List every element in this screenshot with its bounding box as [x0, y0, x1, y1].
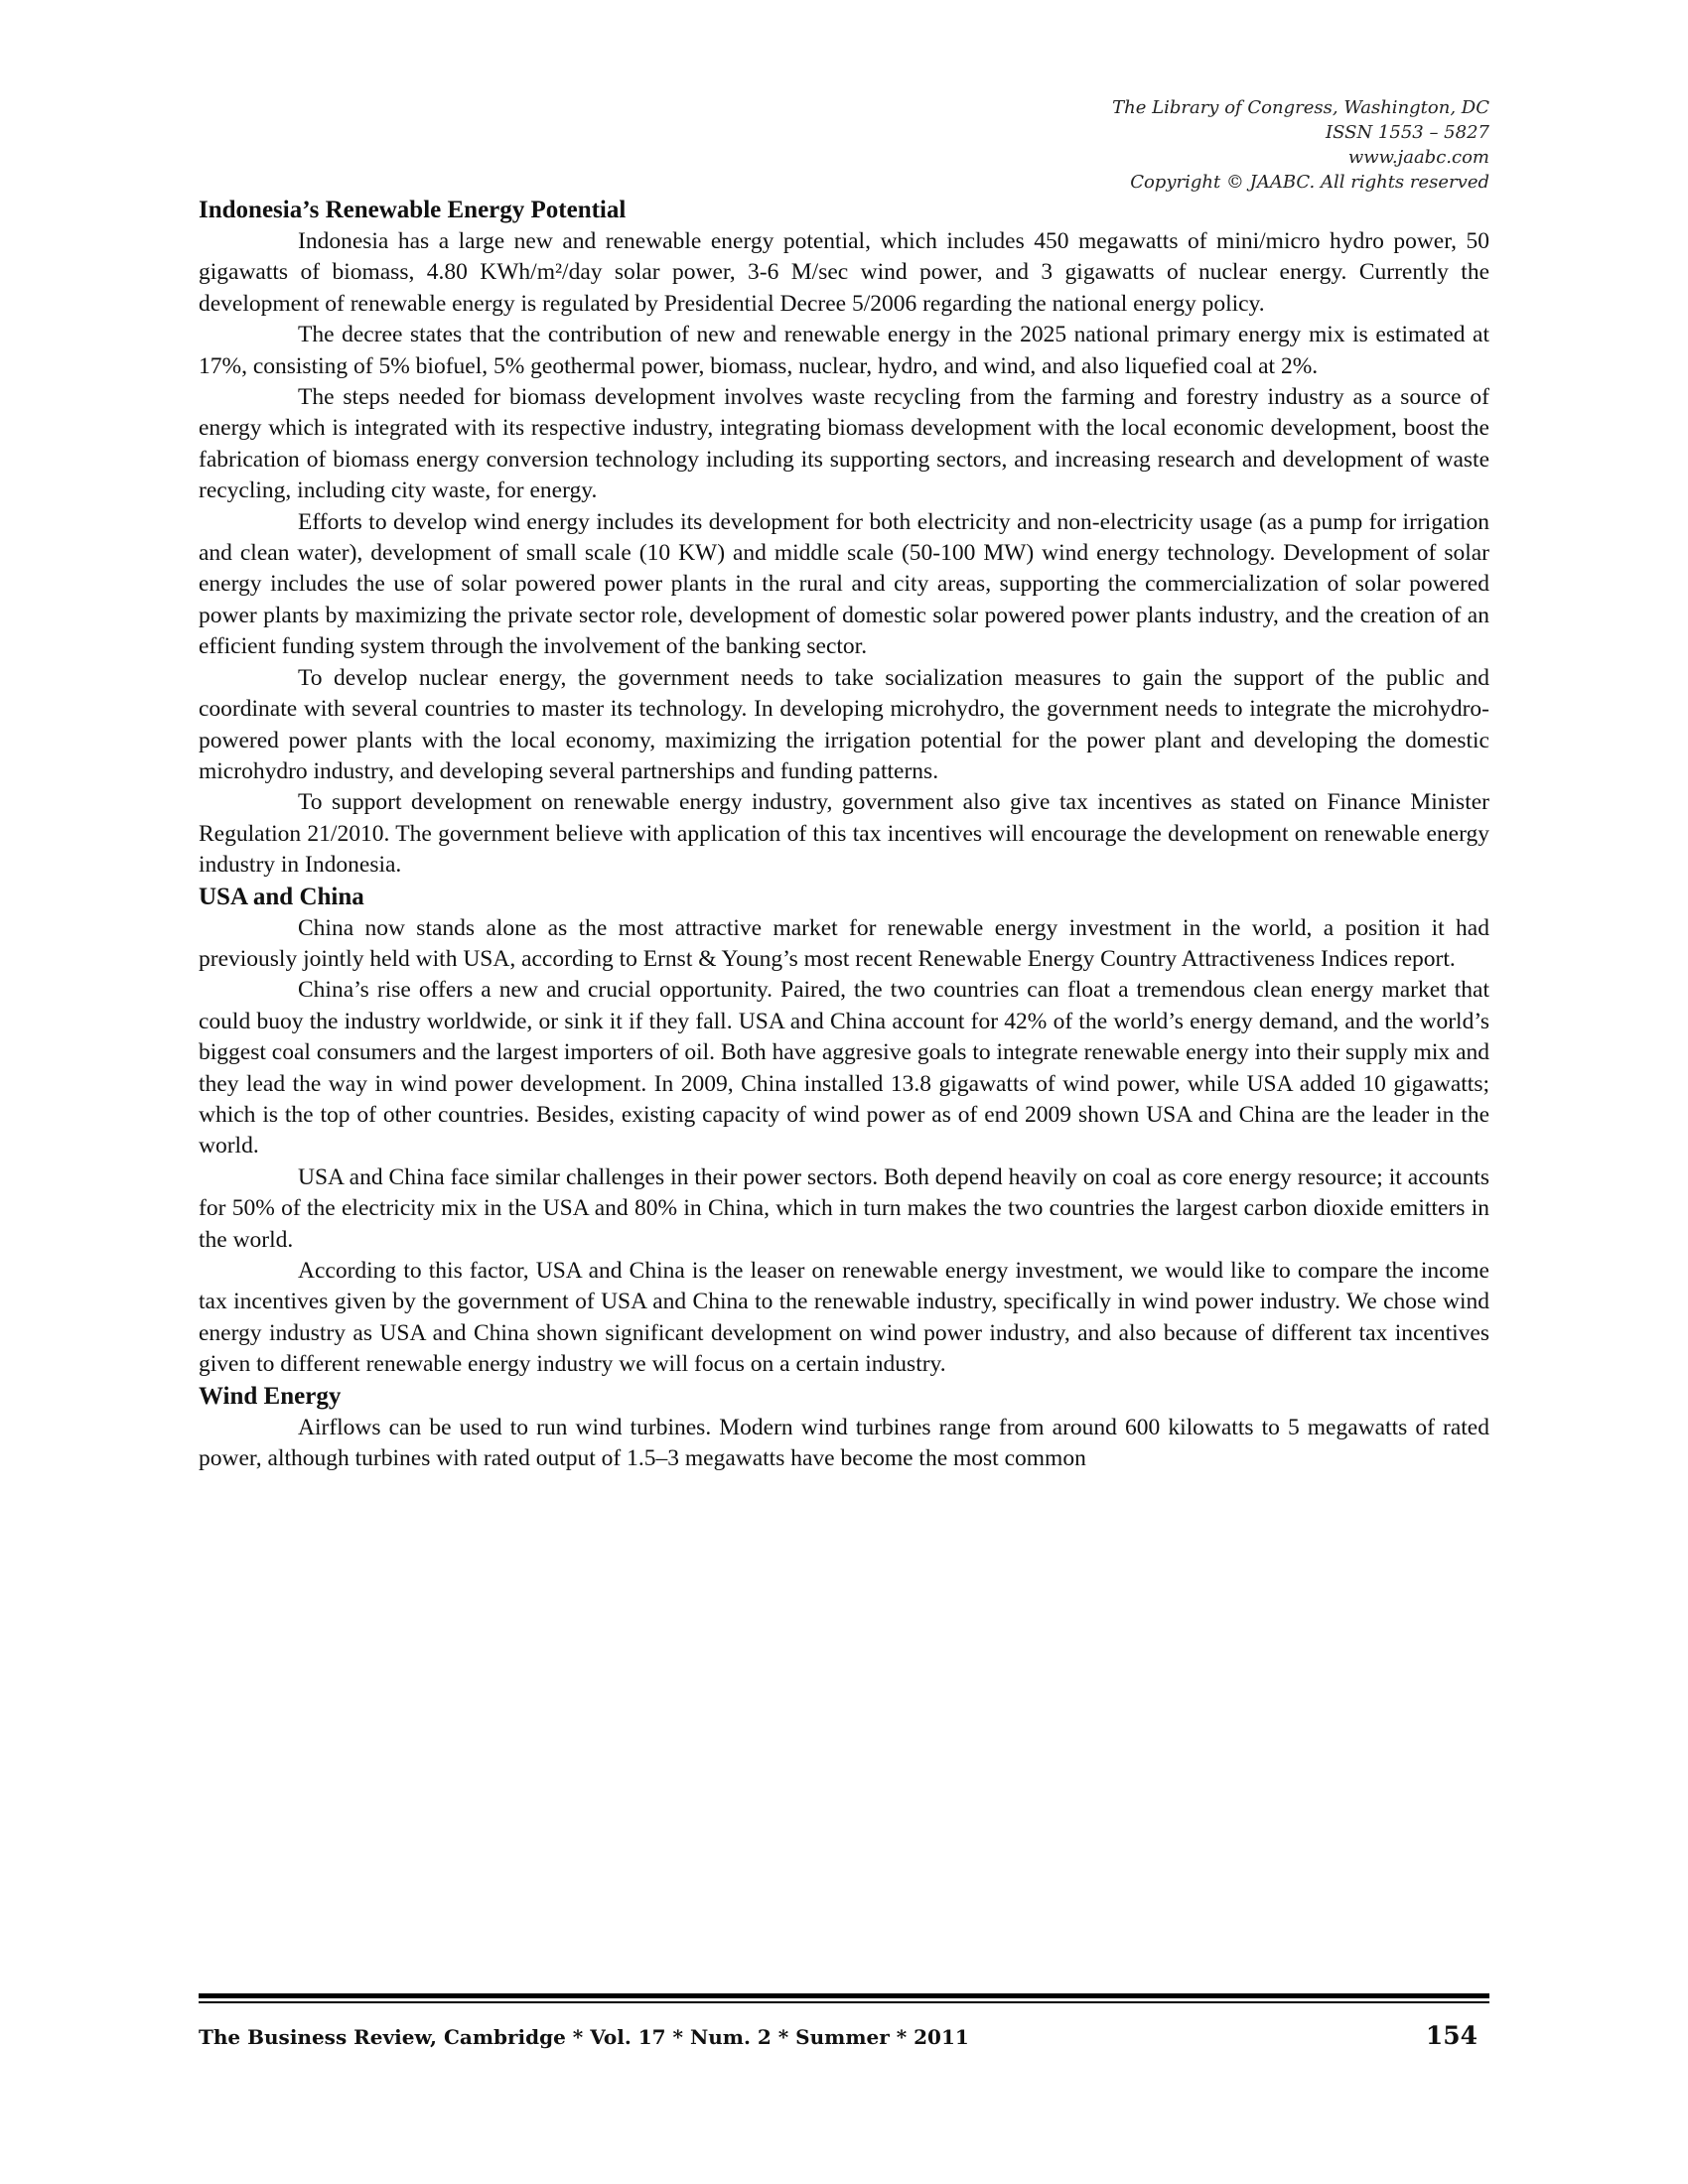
paragraph: The decree states that the contribution of new and renewable energy in the 2025 national primary energy mix is estimated at 17%, consisting of 5% biofuel, 5% geothermal power, biomass, nuclear, hydro, and wind, and also liquefied coal at 2%.: [199, 322, 1489, 379]
paragraph: Efforts to develop wind energy includes its development for both electricity and non-electricity usage (as a pump for irrigation and clean water), development of small scale (10 KW) and middle scale (50-100 MW) wind energy technology. Development of solar energy includes the use of solar powered power plants in the rural and city areas, supporting the commercialization of solar powered power plants by maximizing the private sector role, development of domestic solar powered power plants industry, and the creation of an efficient funding system through the involvement of the banking sector.: [199, 508, 1489, 660]
section-heading-indonesia: Indonesia’s Renewable Energy Potential: [199, 197, 627, 223]
page-content: [199, 95, 1489, 1474]
paragraph: China’s rise offers a new and crucial opportunity. Paired, the two countries can float a tremendous clean energy market that could buoy the industry worldwide, or sink it if they fall. USA and China account for 42% of the world’s energy demand, and the world’s biggest coal consumers and the largest importers of oil. Both have aggresive goals to integrate renewable energy into their supply mix and they lead the way in wind power development. In 2009, China installed 13.8 gigawatts of wind power, while USA added 10 gigawatts; which is the top of other countries. Besides, existing capacity of wind power as of end 2009 shown USA and China are the leader in the world.: [199, 977, 1489, 1160]
paragraph: The steps needed for biomass development involves waste recycling from the farming and forestry industry as a source of energy which is integrated with its respective industry, integrating biomass development with the local economic development, boost the fabrication of biomass energy conversion technology including its supporting sectors, and increasing research and development of waste recycling, including city waste, for energy.: [199, 384, 1489, 504]
header-line: The Library of Congress, Washington, DC: [1112, 97, 1489, 118]
header-line: Copyright © JAABC. All rights reserved: [1130, 172, 1489, 193]
page-number: 154: [1425, 2021, 1477, 2050]
paragraph: USA and China face similar challenges in their power sectors. Both depend heavily on coal as core energy resource; it accounts for 50% of the electricity mix in the USA and 80% in China, which in turn makes the two countries the largest carbon dioxide emitters in the world.: [199, 1163, 1489, 1253]
page-footer: [199, 1993, 1489, 2050]
header-line: www.jaabc.com: [1347, 147, 1489, 168]
running-header: [199, 95, 1489, 195]
footer-rule: [199, 1993, 1489, 1998]
paragraph: According to this factor, USA and China is the leaser on renewable energy investment, we would like to compare the income tax incentives given by the government of USA and China to the renewable industry, specifically in wind power industry. We chose wind energy industry as USA and China shown significant development on wind power industry, and also because of different tax incentives given to different renewable energy industry we will focus on a certain industry.: [199, 1258, 1489, 1378]
section-heading-usa-china: USA and China: [199, 883, 364, 910]
section-heading-wind-energy: Wind Energy: [199, 1382, 342, 1410]
paragraph: To develop nuclear energy, the government needs to take socialization measures to gain the support of the public and coordinate with several countries to master its technology. In developing microhydro, the government needs to integrate the microhydro-powered power plants with the local economy, maximizing the irrigation potential for the power plant and developing the domestic microhydro industry, and developing several partnerships and funding patterns.: [199, 664, 1489, 784]
journal-citation: The Business Review, Cambridge * Vol. 17 * Num. 2 * Summer * 2011: [199, 2025, 969, 2049]
footer-rule: [199, 2001, 1489, 2003]
paragraph: Indonesia has a large new and renewable energy potential, which includes 450 megawatts of mini/micro hydro power, 50 gigawatts of biomass, 4.80 KWh/m²/day solar power, 3-6 M/sec wind power, and 3 gigawatts of nuclear energy. Currently the development of renewable energy is regulated by Presidential Decree 5/2006 regarding the national energy policy.: [199, 228, 1489, 317]
paragraph: Airflows can be used to run wind turbines. Modern wind turbines range from around 600 kilowatts to 5 megawatts of rated power, although turbines with rated output of 1.5–3 megawatts have become the most common: [199, 1414, 1489, 1472]
footer-row: [199, 2021, 1489, 2050]
header-line: ISSN 1553 – 5827: [1326, 122, 1489, 143]
paragraph: China now stands alone as the most attractive market for renewable energy investment in the world, a position it had previously jointly held with USA, according to Ernst & Young’s most recent Renewable Energy Country Attractiveness Indices report.: [199, 914, 1489, 972]
paragraph: To support development on renewable energy industry, government also give tax incentives as stated on Finance Minister Regulation 21/2010. The government believe with application of this tax incentives will encourage the development on renewable energy industry in Indonesia.: [199, 789, 1489, 879]
